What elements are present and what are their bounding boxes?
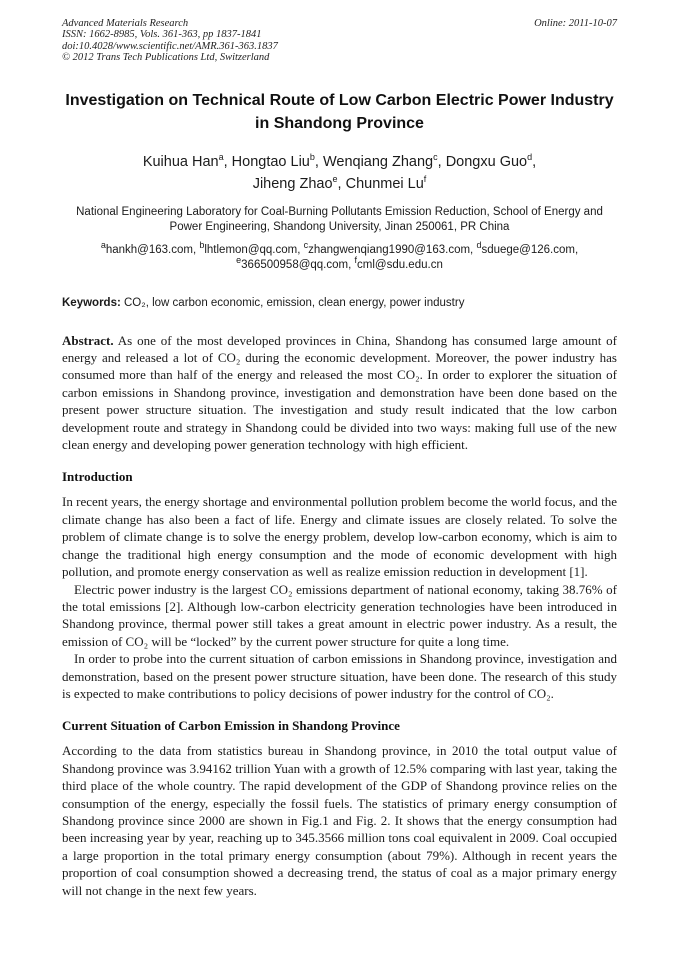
- author-separator: ,: [314, 153, 323, 170]
- email-text: zhangwenqiang1990@163.com: [308, 243, 471, 256]
- email-affil-mark: a: [100, 239, 106, 250]
- affiliation: National Engineering Laboratory for Coal-Burning Pollutants Emission Reduction, School of Energy and Power Engineering, Shandong University, Jinan 250061, PR China: [76, 205, 603, 233]
- email-address: [476, 239, 579, 256]
- author-name: Dongxu Guo: [445, 153, 528, 170]
- author: [231, 151, 323, 170]
- email-text: sduege@126.com: [481, 243, 575, 256]
- section-current-situation: [62, 718, 617, 899]
- author-affil-mark: f: [423, 173, 427, 184]
- author-affil-mark: e: [332, 173, 338, 184]
- section-introduction: [62, 469, 617, 702]
- abstract-text: As one of the most developed provinces in China, Shandong has consumed large amount of energy and released a lot of CO₂ during the economic development. Moreover, the power industry has consumed more than half of the energy and released the most CO₂. In order to explorer the situation of carbon emissions in Shandong province, investigation and demonstration have been done based on the present power structure situation. The investigation and study result indicated that the low carbon development route and strategy in Shandong could be divided into two ways: making full use of the new clean energy and developing power generation technology with high efficient.: [62, 332, 617, 453]
- author-separator: ,: [337, 175, 346, 192]
- journal-header: [62, 18, 617, 64]
- email-separator: ,: [192, 243, 200, 256]
- author-name: Wenqiang Zhang: [322, 153, 434, 170]
- email-separator: ,: [574, 243, 579, 256]
- author-affil-mark: d: [527, 151, 533, 162]
- email-text: cml@sdu.edu.cn: [357, 258, 443, 271]
- author-name: Hongtao Liu: [231, 153, 310, 170]
- author-separator: ,: [223, 153, 232, 170]
- journal-copyright-line: © 2012 Trans Tech Publications Ltd, Switzerland: [62, 52, 270, 64]
- author-affil-mark: c: [433, 151, 438, 162]
- email-affil-mark: e: [236, 254, 242, 265]
- keywords-label: Keywords:: [62, 296, 121, 309]
- email-text: lhtlemon@qq.com: [204, 243, 298, 256]
- author-line-1: [62, 151, 617, 173]
- email-address: [199, 239, 304, 256]
- journal-meta: [62, 18, 278, 64]
- email-list: [62, 239, 617, 273]
- author-affil-mark: a: [218, 151, 224, 162]
- paragraph: According to the data from statistics bureau in Shandong province, in 2010 the total output value of Shandong province was 3.94162 trillion Yuan with a growth of 12.5% comparing with last year, taking the third place of the whole country. The rapid development of the GDP of Shandong province relies on the consumption of the energy, especially the fossil fuels. The statistics of primary energy consumption of Shandong province since 2000 are shown in Fig.1 and Fig. 2. It shows that the energy consumption had been increasing year by year, reaching up to 345.3566 million tons coal equivalent in 2009. Coal occupied a large proportion in the total primary energy consumption (about 79%). Although in recent years the proportion of coal consumption showed a decreasing trend, the status of coal as a major primary energy will not change in the next few years.: [62, 743, 617, 898]
- journal-issn-line: ISSN: 1662-8985, Vols. 361-363, pp 1837-1841: [62, 29, 262, 41]
- email-affil-mark: b: [199, 239, 205, 250]
- email-line-2: [62, 254, 617, 273]
- author-affil-mark: b: [309, 151, 315, 162]
- online-date: Online: 2011-10-07: [534, 18, 617, 29]
- email-address: [100, 239, 200, 256]
- author-list: [62, 151, 617, 195]
- keywords-line: [62, 296, 617, 311]
- author: [142, 151, 232, 170]
- author-separator: ,: [532, 153, 537, 170]
- author-name: Chunmei Lu: [345, 175, 424, 192]
- email-address: [236, 254, 355, 271]
- author: [345, 173, 427, 192]
- author-name: Jiheng Zhao: [252, 175, 333, 192]
- section-heading-current-situation: Current Situation of Carbon Emission in Shandong Province: [62, 718, 400, 734]
- author-separator: ,: [437, 153, 446, 170]
- journal-doi-line: doi:10.4028/www.scientific.net/AMR.361-363.1837: [62, 40, 278, 52]
- email-separator: ,: [348, 258, 355, 271]
- paragraph: In order to probe into the current situation of carbon emissions in Shandong province, investigation and demonstration, based on the present power structure situation, have been done. The research of this study is expected to make contributions to policy decisions of power industry for the control of CO₂.: [62, 651, 617, 701]
- email-address: [354, 254, 443, 271]
- email-text: hankh@163.com: [105, 243, 193, 256]
- abstract-label: Abstract.: [62, 332, 114, 348]
- section-heading-introduction: Introduction: [62, 469, 133, 485]
- email-affil-mark: f: [354, 254, 358, 265]
- email-address: [303, 239, 477, 256]
- author: [252, 173, 346, 192]
- paper-title: Investigation on Technical Route of Low Carbon Electric Power Industry in Shandong Province: [65, 91, 614, 132]
- email-affil-mark: d: [476, 239, 482, 250]
- paragraph: In recent years, the energy shortage and environmental pollution problem become the world focus, and the climate change has also been a fact of life. Energy and climate issues are closely related. To solve the problem of climate change is to solve the energy problem, develop low-carbon economy, which is aim to change the traditional high energy consumption and the mode of economic development with high pollution, and promote energy conservation as well as realize emission reduction in development [1].: [62, 494, 617, 580]
- author-name: Kuihua Han: [142, 153, 219, 170]
- journal-name: Advanced Materials Research: [62, 18, 189, 29]
- email-separator: ,: [297, 243, 304, 256]
- author-line-2: [62, 173, 617, 195]
- abstract: [62, 332, 617, 454]
- email-line-1: [62, 239, 617, 258]
- email-affil-mark: c: [303, 239, 309, 250]
- author: [445, 151, 537, 170]
- email-text: 366500958@qq.com: [241, 258, 349, 271]
- author: [322, 151, 446, 170]
- keywords-text: CO₂, low carbon economic, emission, clean energy, power industry: [120, 296, 465, 309]
- email-separator: ,: [470, 243, 477, 256]
- paragraph: Electric power industry is the largest CO₂ emissions department of national economy, taking 38.76% of the total emissions [2]. Although low-carbon electricity generation technologies have been introduced in Shandong province, thermal power still takes a great amount in electric power industry. As a result, the emission of CO₂ will be “locked” by the current power structure for quite a long time.: [62, 581, 617, 649]
